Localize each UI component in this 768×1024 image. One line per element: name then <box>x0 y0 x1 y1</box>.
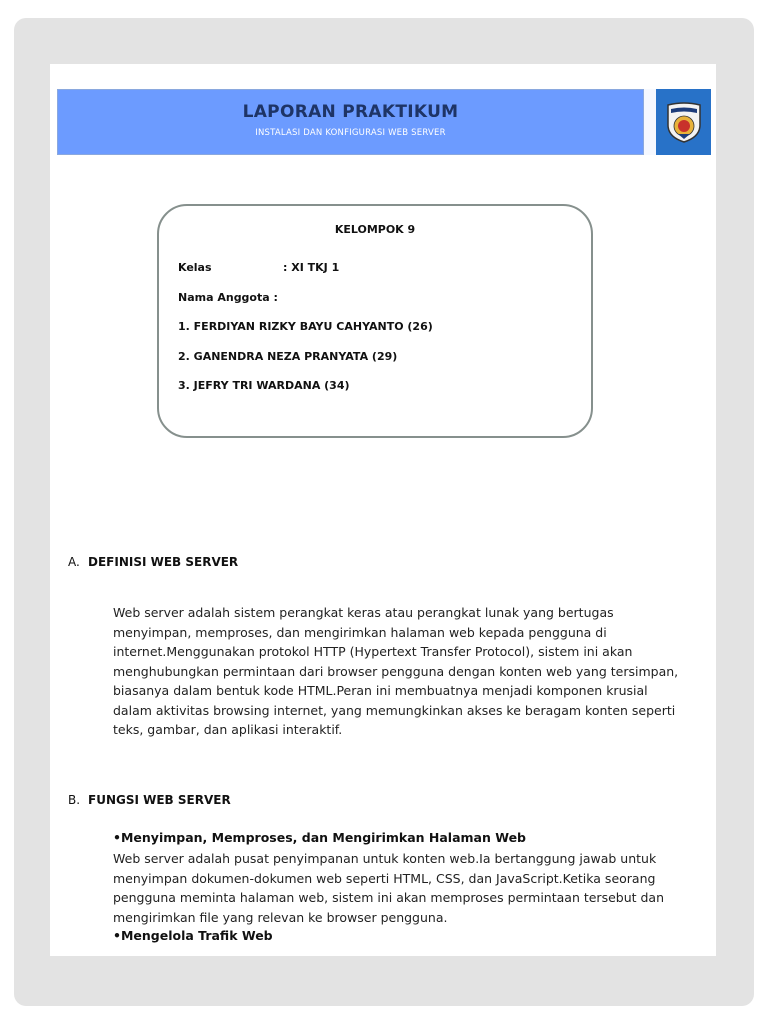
paragraph-line: menyimpan, memproses, dan mengirimkan halaman web kepada pengguna di <box>113 624 607 640</box>
section-a-paragraph <box>113 603 713 740</box>
banner-divider <box>644 89 656 155</box>
school-emblem-icon <box>664 101 704 143</box>
document-page <box>50 64 716 956</box>
paragraph-line: Web server adalah pusat penyimpanan untuk konten web.Ia bertanggung jawab untuk <box>113 851 657 866</box>
paragraph-line: dalam aktivitas browsing internet, yang memungkinkan akses ke beragam konten seperti <box>113 702 676 718</box>
header-banner <box>57 89 644 155</box>
section-letter: A. <box>68 555 80 569</box>
member-item: 2. GANENDRA NEZA PRANYATA (29) <box>178 350 398 363</box>
bullet-heading: •Menyimpan, Memproses, dan Mengirimkan Halaman Web <box>113 830 526 845</box>
page-title: LAPORAN PRAKTIKUM <box>242 102 459 122</box>
paragraph-line: menghubungkan permintaan dari browser pengguna dengan konten web yang tersimpan, <box>113 663 679 679</box>
class-label: Kelas <box>178 261 212 274</box>
group-info-box <box>157 204 593 438</box>
paragraph-line: Web server adalah sistem perangkat keras atau perangkat lunak yang bertugas <box>113 605 614 620</box>
paragraph-line: mengirimkan file yang relevan ke browser pengguna. <box>113 909 448 925</box>
section-a-heading <box>68 555 238 569</box>
logo-box <box>656 89 711 155</box>
bullet-heading: •Mengelola Trafik Web <box>113 928 273 943</box>
member-item: 3. JEFRY TRI WARDANA (34) <box>178 379 350 392</box>
paragraph-line: biasanya dalam bentuk kode HTML.Peran ini membuatnya menjadi komponen krusial <box>113 683 648 698</box>
group-title: KELOMPOK 9 <box>334 223 416 236</box>
section-letter: B. <box>68 793 81 807</box>
paragraph-line: pengguna meminta halaman web, sistem ini akan memproses permintaan tersebut dan <box>113 890 665 905</box>
paragraph-line: menyimpan dokumen-dokumen web seperti HTML, CSS, dan JavaScript.Ketika seorang <box>113 870 656 886</box>
members-label: Nama Anggota : <box>178 291 278 304</box>
section-b-paragraph <box>113 849 713 927</box>
section-title: DEFINISI WEB SERVER <box>88 555 239 569</box>
section-b-heading <box>68 793 231 807</box>
section-title: FUNGSI WEB SERVER <box>88 793 231 807</box>
member-item: 1. FERDIYAN RIZKY BAYU CAHYANTO (26) <box>178 320 433 333</box>
page-subtitle: INSTALASI DAN KONFIGURASI WEB SERVER <box>255 128 446 138</box>
class-value: : XI TKJ 1 <box>283 261 340 274</box>
paragraph-line: internet.Menggunakan protokol HTTP (Hypertext Transfer Protocol), sistem ini akan <box>113 644 633 659</box>
paragraph-line: teks, gambar, dan aplikasi interaktif. <box>113 722 343 737</box>
